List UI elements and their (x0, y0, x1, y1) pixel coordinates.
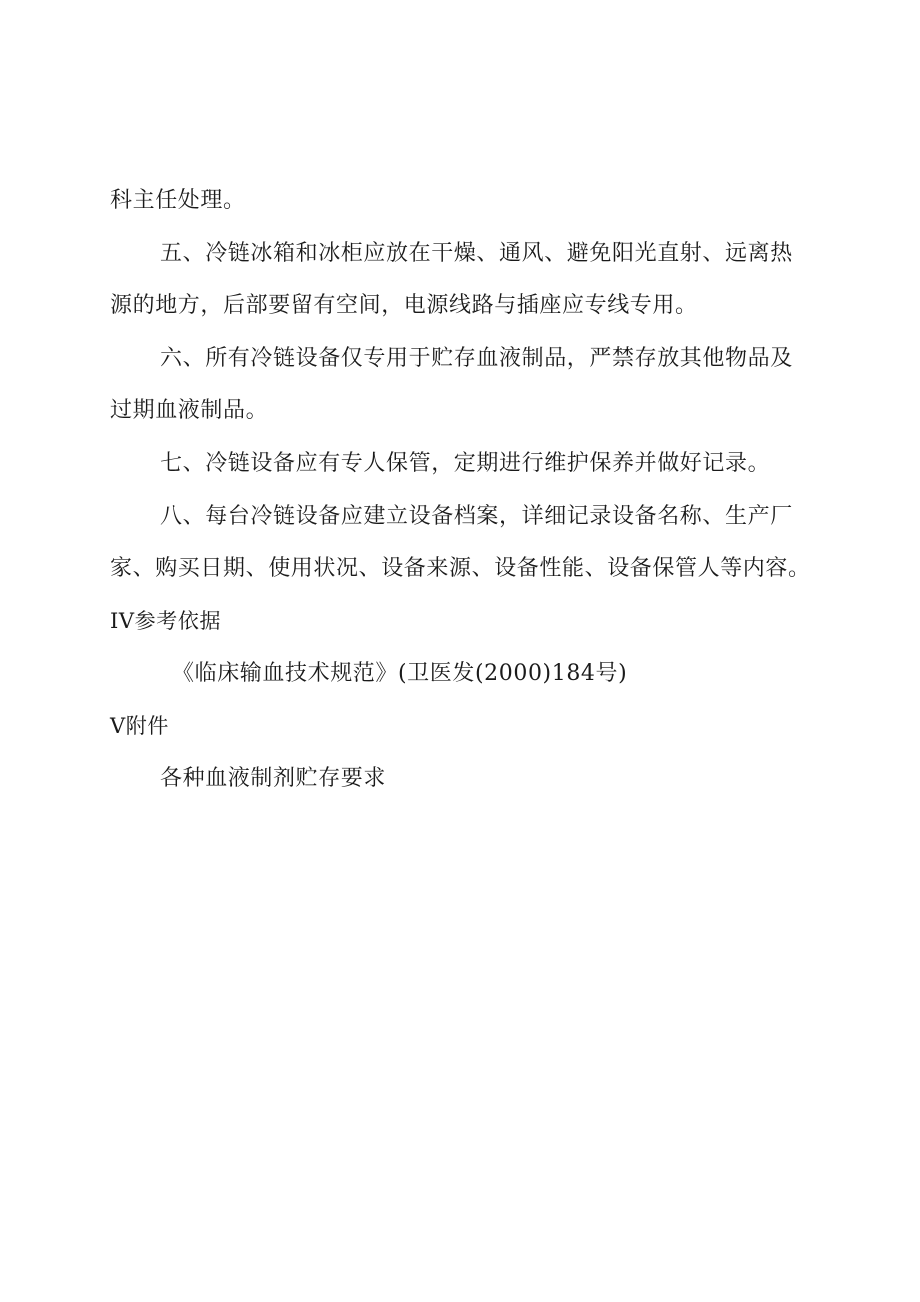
paragraph-line-3: 源的地方，后部要留有空间，电源线路与插座应专线专用。 (110, 293, 698, 318)
paragraph-line-6: 七、冷链设备应有专人保管，定期进行维护保养并做好记录。 (160, 451, 771, 476)
section-v-heading: V附件 (110, 714, 169, 738)
attachment-title: 各种血液制剂贮存要求 (160, 766, 387, 791)
paragraph-line-1: 科主任处理。 (110, 188, 246, 213)
paragraph-line-4: 六、所有冷链设备仅专用于贮存血液制品，严禁存放其他物品及 (160, 346, 793, 371)
reference-citation: 《临床输血技术规范》(卫医发(2000)184号) (172, 661, 628, 686)
paragraph-line-2: 五、冷链冰箱和冰柜应放在干燥、通风、避免阳光直射、远离热 (160, 241, 793, 266)
paragraph-line-7: 八、每台冷链设备应建立设备档案，详细记录设备名称、生产厂 (160, 504, 793, 529)
section-iv-heading: IV参考依据 (110, 609, 222, 633)
paragraph-line-5: 过期血液制品。 (110, 398, 269, 423)
paragraph-line-8: 家、购买日期、使用状况、设备来源、设备性能、设备保管人等内容。 (110, 556, 811, 581)
